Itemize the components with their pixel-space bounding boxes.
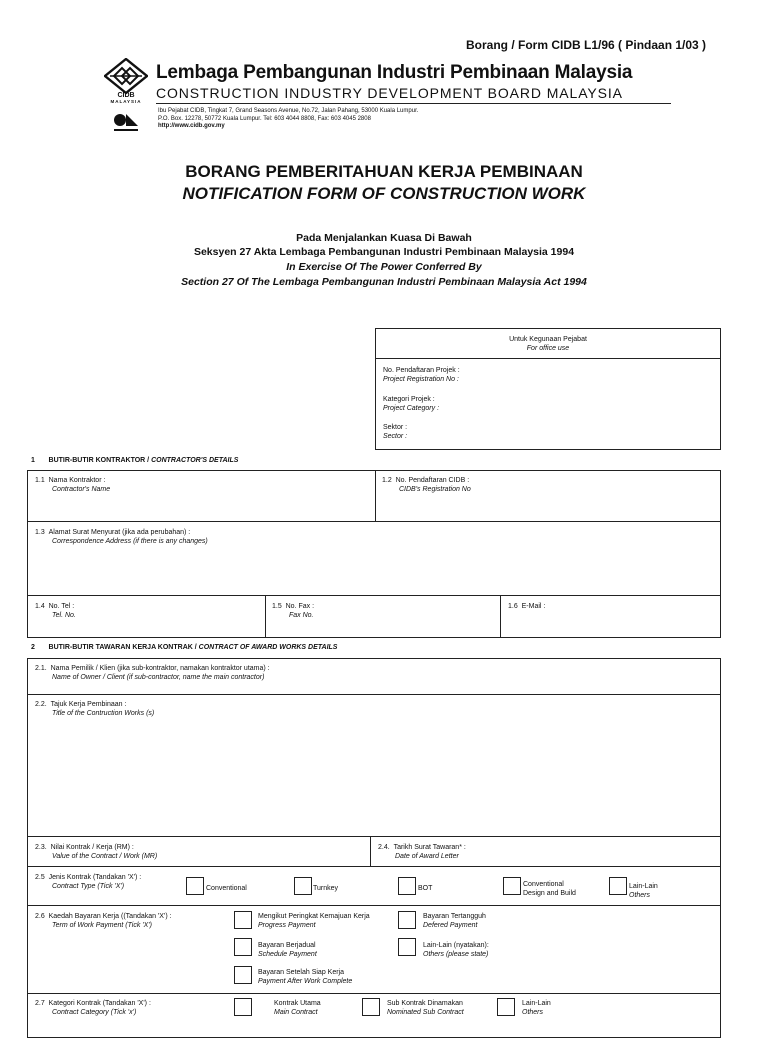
form-title-malay: BORANG PEMBERITAHUAN KERJA PEMBINAAN	[185, 162, 583, 181]
form-reference: Borang / Form CIDB L1/96 ( Pindaan 1/03 )	[466, 38, 707, 52]
checkbox-others-category[interactable]	[497, 998, 515, 1016]
field-fax-no[interactable]: 1.5 No. Fax : Fax No.	[272, 603, 315, 619]
option-defered-payment-label: Bayaran Tertangguh Defered Payment	[423, 913, 486, 929]
office-use-heading: Untuk Kegunaan Pejabat For office use	[509, 336, 587, 352]
org-address: Ibu Pejabat CIDB, Tingkat 7, Grand Seasons Avenue, No.72, Jalan Pahang, 53000 Kuala Lumpur. P.O. Box. 12278, 50772 Kuala Lumpur. Tel: 603 4044 8808, Fax: 603 4045 2808 http://www.cidb.gov.my	[158, 108, 419, 129]
org-website-link[interactable]: http://www.cidb.gov.my	[158, 123, 225, 129]
option-others-type-label: Lain-Lain Others	[629, 883, 658, 899]
field-payment-term-label: 2.6 Kaedah Bayaran Kerja ((Tandakan 'X') : Term of Work Payment (Tick 'X')	[35, 913, 172, 929]
field-award-letter-date[interactable]: 2.4. Tarikh Surat Tawaran* : Date of Award Letter	[378, 844, 466, 860]
row-divider	[27, 694, 721, 695]
option-schedule-payment-label: Bayaran Berjadual Schedule Payment	[258, 942, 317, 958]
checkbox-after-completion-payment[interactable]	[234, 966, 252, 984]
org-name-malay: Lembaga Pembangunan Industri Pembinaan Malaysia	[156, 62, 633, 83]
logo-label: CIDB MALAYSIA	[110, 92, 142, 104]
certification-emblem-icon	[112, 112, 140, 134]
field-cidb-registration[interactable]: 1.2 No. Pendaftaran CIDB : CIDB's Registration No	[382, 477, 471, 493]
field-contractor-name[interactable]: 1.1 Nama Kontraktor : Contractor's Name	[35, 477, 111, 493]
row-divider	[27, 595, 721, 596]
field-contract-category-label: 2.7 Kategori Kontrak (Tandakan 'X') : Contract Category (Tick 'x')	[35, 1000, 151, 1016]
section-2-heading: 2 BUTIR-BUTIR TAWARAN KERJA KONTRAK / CONTRACT OF AWARD WORKS DETAILS	[31, 644, 338, 651]
row-divider	[27, 521, 721, 522]
field-tel-no[interactable]: 1.4 No. Tel : Tel. No.	[35, 603, 76, 619]
option-conventional-label: Conventional	[206, 885, 247, 892]
checkbox-bot[interactable]	[398, 877, 416, 895]
option-others-category-label: Lain-Lain Others	[522, 1000, 551, 1016]
field-email[interactable]: 1.6 E-Mail :	[508, 603, 546, 610]
option-others-payment-label: Lain-Lain (nyatakan): Others (please state)	[423, 942, 489, 958]
field-contract-type-label: 2.5 Jenis Kontrak (Tandakan 'X') : Contract Type (Tick 'X')	[35, 874, 142, 890]
col-divider	[265, 595, 266, 638]
checkbox-nominated-sub-contract[interactable]	[362, 998, 380, 1016]
row-divider	[27, 993, 721, 994]
checkbox-defered-payment[interactable]	[398, 911, 416, 929]
form-title-english: NOTIFICATION FORM OF CONSTRUCTION WORK	[182, 184, 586, 203]
legal-line-3: In Exercise Of The Power Conferred By	[286, 261, 482, 273]
row-divider	[27, 836, 721, 837]
org-name-english: CONSTRUCTION INDUSTRY DEVELOPMENT BOARD MALAYSIA	[156, 85, 623, 101]
col-divider	[500, 595, 501, 638]
checkbox-design-and-build[interactable]	[503, 877, 521, 895]
option-design-and-build-label: Conventional Design and Build	[523, 881, 576, 897]
legal-line-1: Pada Menjalankan Kuasa Di Bawah	[296, 232, 472, 244]
field-owner-client[interactable]: 2.1. Nama Pemilik / Klien (jika sub-kontraktor, namakan kontraktor utama) : Name of Owner / Client (if sub-contractor, name the main contractor)	[35, 665, 270, 681]
col-divider	[375, 470, 376, 521]
field-construction-title[interactable]: 2.2. Tajuk Kerja Pembinaan : Title of the Contruction Works (s)	[35, 701, 155, 717]
checkbox-main-contract[interactable]	[234, 998, 252, 1016]
header-rule	[156, 103, 671, 104]
checkbox-schedule-payment[interactable]	[234, 938, 252, 956]
option-turnkey-label: Turnkey	[313, 885, 339, 892]
col-divider	[370, 836, 371, 866]
option-after-completion-label: Bayaran Setelah Siap Kerja Payment After Work Complete	[258, 969, 353, 985]
contractor-details-table	[27, 470, 721, 638]
option-main-contract-label: Kontrak Utama Main Contract	[274, 1000, 321, 1016]
checkbox-others-type[interactable]	[609, 877, 627, 895]
row-divider	[27, 905, 721, 906]
legal-line-2: Seksyen 27 Akta Lembaga Pembangunan Industri Pembinaan Malaysia 1994	[193, 246, 575, 258]
option-nominated-sub-contract-label: Sub Kontrak Dinamakan Nominated Sub Contract	[387, 1000, 464, 1016]
option-bot-label: BOT	[418, 885, 433, 892]
row-divider	[27, 866, 721, 867]
section-1-heading: 1 BUTIR-BUTIR KONTRAKTOR / CONTRACTOR'S DETAILS	[31, 457, 239, 464]
office-use-divider	[375, 358, 721, 359]
option-progress-payment-label: Mengikut Peringkat Kemajuan Kerja Progress Payment	[258, 913, 370, 929]
office-project-registration: No. Pendaftaran Projek : Project Registration No :	[383, 367, 460, 383]
office-sector: Sektor : Sector :	[383, 424, 408, 440]
checkbox-progress-payment[interactable]	[234, 911, 252, 929]
office-project-category: Kategori Projek : Project Category :	[383, 396, 440, 412]
checkbox-conventional[interactable]	[186, 877, 204, 895]
field-contract-value[interactable]: 2.3. Nilai Kontrak / Kerja (RM) : Value of the Contract / Work (MR)	[35, 844, 158, 860]
legal-line-4: Section 27 Of The Lembaga Pembangunan Industri Pembinaan Malaysia Act 1994	[181, 276, 587, 288]
field-correspondence-address[interactable]: 1.3 Alamat Surat Menyurat (jika ada perubahan) : Correspondence Address (if there is any changes)	[35, 529, 208, 545]
checkbox-turnkey[interactable]	[294, 877, 312, 895]
checkbox-others-payment[interactable]	[398, 938, 416, 956]
